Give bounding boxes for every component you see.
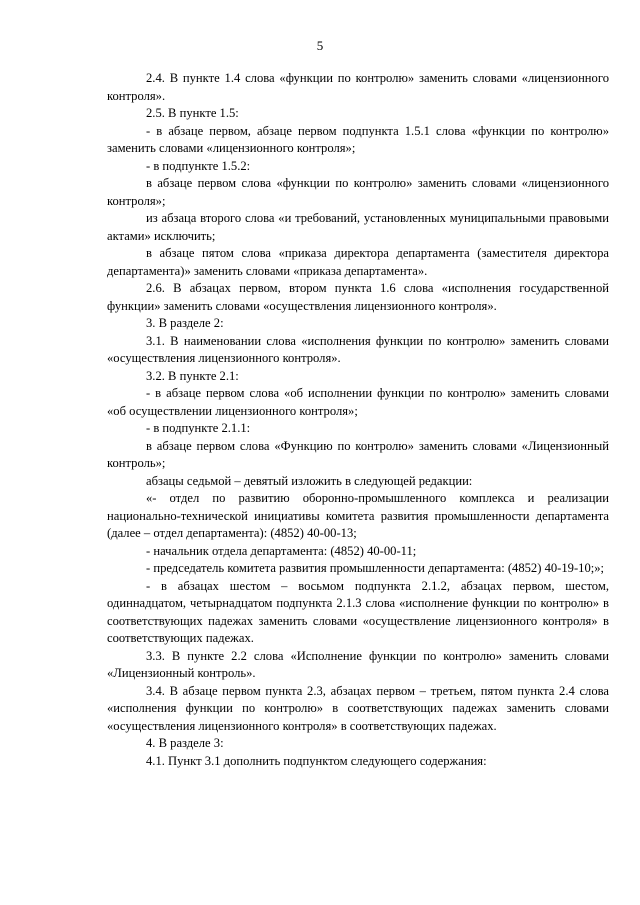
paragraph-1-5-2-abz-1: в абзаце первом слова «функции по контролю» заменить словами «лицензионного контроля»;	[107, 176, 609, 208]
paragraph-3: 3. В разделе 2:	[146, 316, 224, 330]
paragraph-3-4: 3.4. В абзаце первом пункта 2.3, абзацах первом – третьем, пятом пункта 2.4 слова «исполнения функции по контролю» в соответствующих падежах заменить словами «осуществления лицензионного контроля» в соответствующих падежах.	[107, 683, 609, 733]
paragraph-2-5-item-1: - в абзаце первом, абзаце первом подпункта 1.5.1 слова «функции по контролю» заменить словами «лицензионного контроля»;	[107, 123, 609, 155]
paragraph-4-1: 4.1. Пункт 3.1 дополнить подпунктом следующего содержания:	[146, 753, 487, 768]
quote-line-3: - председатель комитета развития промышленности департамента: (4852) 40-19-10;»;	[146, 561, 605, 575]
quote-line-1: «- отдел по развитию оборонно-промышленного комплекса и реализации национально-технической инициативы комитета развития промышленности департамента (далее – отдел департамента): (4852) 40-00-13;	[107, 491, 609, 540]
paragraph-2-1-1-abz-1: в абзаце первом слова «Функцию по контролю» заменить словами «Лицензионный контроль»;	[107, 438, 609, 470]
paragraph-2-5-item-2: - в подпункте 1.5.2:	[146, 158, 251, 173]
paragraph-3-3: 3.3. В пункте 2.2 слова «Исполнение функции по контролю» заменить словами «Лицензионный контроль».	[107, 648, 609, 680]
document-body	[107, 70, 609, 770]
paragraph-1-5-2-abz-2: из абзаца второго слова «и требований, установленных муниципальными правовыми актами» исключить;	[107, 211, 609, 243]
paragraph-3-2: 3.2. В пункте 2.1:	[146, 368, 239, 383]
paragraph-2-6: 2.6. В абзацах первом, втором пункта 1.6 слова «исполнения государственной функции» заменить словами «осуществления лицензионного контроля».	[107, 281, 609, 313]
quote-line-2: - начальник отдела департамента: (4852) 40-00-11;	[146, 543, 417, 558]
paragraph-4: 4. В разделе 3:	[146, 736, 224, 750]
paragraph-2-5: 2.5. В пункте 1.5:	[146, 106, 239, 120]
paragraph-1-5-2-abz-5: в абзаце пятом слова «приказа директора департамента (заместителя директора департамента)» заменить словами «приказа департамента».	[107, 246, 609, 278]
paragraph-3-2-item-1: - в абзаце первом слова «об исполнении функции по контролю» заменить словами «об осуществлении лицензионного контроля»;	[107, 386, 609, 418]
paragraph-3-2-item-3: - в абзацах шестом – восьмом подпункта 2.1.2, абзацах первом, шестом, одиннадцатом, четырнадцатом подпункта 2.1.3 слова «исполнение функции по контролю» в соответствующих падежах заменить словами «осуществление лицензионного контроля» в соответствующих падежах.	[107, 578, 609, 645]
page-number: 5	[316, 38, 324, 53]
paragraph-3-1: 3.1. В наименовании слова «исполнения функции по контролю» заменить словами «осуществления лицензионного контроля».	[107, 333, 609, 365]
paragraph-2-1-1-abz-7-9: абзацы седьмой – девятый изложить в следующей редакции:	[146, 473, 473, 488]
paragraph-3-2-item-2: - в подпункте 2.1.1:	[146, 421, 251, 435]
paragraph-2-4: 2.4. В пункте 1.4 слова «функции по контролю» заменить словами «лицензионного контроля».	[107, 71, 609, 103]
